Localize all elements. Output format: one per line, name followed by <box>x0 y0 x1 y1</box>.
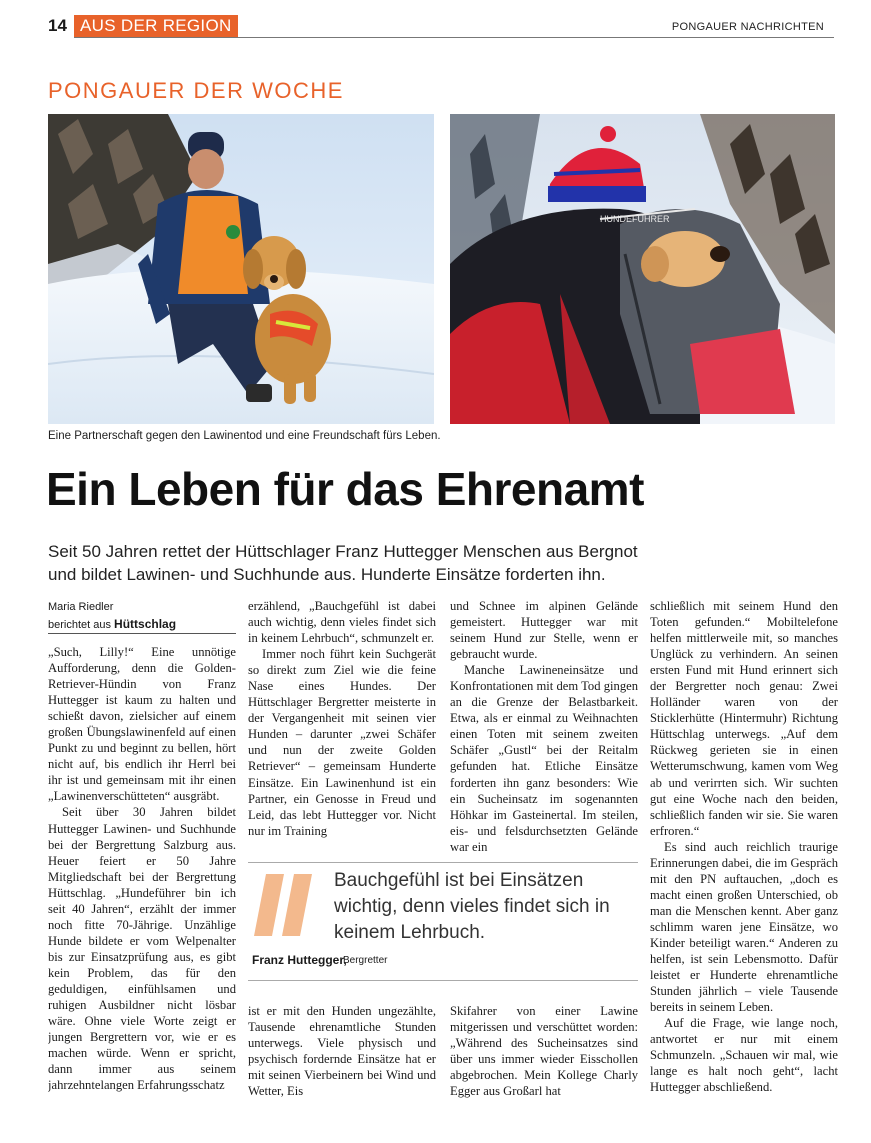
article-column-1 <box>48 644 236 1104</box>
quote-mark-icon <box>252 872 322 942</box>
publication-name: PONGAUER NACHRICHTEN <box>671 21 824 33</box>
lead-paragraph: Seit 50 Jahren rettet der Hüttschlager Franz Huttegger Menschen aus Bergnot und bildet Lawinen- und Suchhunde aus. Hunderte Einsätze forderten ihn. <box>48 542 638 584</box>
article-column-4 <box>650 598 838 1103</box>
photo-dog-in-backpack <box>450 114 835 424</box>
byline-divider <box>48 633 236 634</box>
paragraph: Manche Lawineneinsätze und Konfrontationen mit dem Tod gingen an die Grenze der Belastbarkeit. Etwa, als er einmal zu Weihnachten einen Toten mit seinem zweiten Schäfer „Gustl“ bei der Reitalm gefunden hat. Etliche Einsätze forderten ihn ganz besonders: Wie ein Sucheinsatz im sogenannten Höhkar im Gasteinertal. Im steilen, eis- und felsdurchsetzten Gelände war ein <box>450 663 638 854</box>
paragraph: Skifahrer von einer Lawine mitgerissen und verschüttet worden: „Während des Sucheinsatzes sind über uns immer wieder Eisschollen abgebrochen. Mein Kollege Charly Egger aus Großarl hat <box>450 1004 638 1099</box>
paragraph: Immer noch führt kein Suchgerät so direkt zum Ziel wie die feine Nase eines Hundes. Der Hüttschlager Bergretter meisterte in der Vergangenheit mit seinen vier Hunden – darunter „zwei Schäfer und nun der zweite Golden Retriever“ – gemeinsam Hunderte Einsätze. Ein Lawinenhund ist ein Partner, ein Genosse in Freud und Leid, das lebt Huttegger vor. Nicht nur im Training <box>248 647 436 838</box>
paragraph: erzählend, „Bauchgefühl ist dabei auch wichtig, denn vieles findet sich in keinem Lehrbuch“, schmunzelt er. <box>248 599 436 646</box>
article-column-3-bottom <box>450 1003 638 1103</box>
article-column-2-top <box>248 598 436 856</box>
badge-text: HUNDEFÜHRER <box>600 214 670 224</box>
page-number: 14 <box>48 16 67 35</box>
paragraph: „Such, Lilly!“ Eine unnötige Aufforderung, denn die Golden-Retriever-Hündin von Franz Huttegger ist kaum zu halten und schießt davon, zielsicher auf einem großen Übungslawinenfeld auf einen Punkt zu und beginnt zu bellen, hört nicht auf, bis endlich ihr Herrl bei ihr ist und gemeinsam mit ihr einen „Lawinenverschütteten“ ausgräbt. <box>48 645 236 804</box>
paragraph: und Schnee im alpinen Gelände gemeistert. Huttegger war mit seinem Hund zur Stelle, wenn er gebraucht wurde. <box>450 599 638 662</box>
quote-divider-top <box>248 862 638 863</box>
byline-author: Maria Riedler <box>48 601 114 613</box>
pull-quote-author-name: Franz Huttegger, <box>252 953 347 967</box>
pull-quote-text: Bauchgefühl ist bei Einsätzen wichtig, denn vieles findet sich in keinem Lehrbuch. <box>334 870 610 943</box>
byline-prefix: berichtet aus <box>48 619 111 631</box>
photo-rescuer-with-dog <box>48 114 434 424</box>
paragraph: Seit über 30 Jahren bildet Huttegger Lawinen- und Suchhunde bei der Bergrettung Salzburg aus. Heuer feiert er 50 Jahre Mitgliedschaft bei der Bergrettung Hüttschlag. „Hundeführer bin ich seit 40 Jahren“, erzählt der immer noch fitte 70-Jährige. Unzählige Hunde bildete er vom Welpenalter bis zur Einsatzprüfung aus, es gibt kein Problem, das für den geduldigen, einfühlsamen und ruhigen Ausbildner nicht lösbar wäre. Ohne viele Worte zeigt er jungen Bergrettern vor, wie er es machen würde. Wenn er spricht, dann immer aus seinem jahrzehntelangen Erfahrungsschatz <box>48 805 236 1093</box>
headline: Ein Leben für das Ehrenamt <box>46 463 644 515</box>
kicker: PONGAUER DER WOCHE <box>48 78 344 103</box>
paragraph: schließlich mit seinem Hund den Toten gefunden.“ Mobiltelefone helfen mittlerweile mit, so manches Unglück zu verhindern. An seinen ersten Fund mit Hund erinnert sich der Bergretter noch genau: Zwei Holländer waren von der Sticklerhütte (Hintermuhr) Richtung Hüttschlag unterwegs. „Auf dem Rückweg gerieten sie in einen Wetterumschwung, kamen vom Weg ab und verirrten sich. Wir suchten gut eine Woche nach den beiden, schließlich fanden wir sie. Sie waren erfroren.“ <box>650 599 838 838</box>
quote-divider-bottom <box>248 980 638 981</box>
header-divider <box>74 37 834 38</box>
paragraph: ist er mit den Hunden ungezählte, Tausende ehrenamtliche Stunden unterwegs. Viele physisch und psychisch fordernde Einsätze hat er mit seinen Vierbeinern bei Wind und Wetter, Eis <box>248 1004 436 1099</box>
paragraph: Es sind auch reichlich traurige Erinnerungen dabei, die im Gespräch mit den PN auftauchen, „doch es macht einen großen Unterschied, ob man die Menschen kennt. Aber ganz schlimm waren jene Einsätze, wo Kinder beteiligt waren.“ Anderen zu helfen, ist sein Lebensmotto. Dafür leistet er Hunderte ehrenamtliche Stunden jährlich – viele Tausende bereits in seinem Leben. <box>650 839 838 1015</box>
article-column-3-top <box>450 598 638 856</box>
byline-place: Hüttschlag <box>114 617 177 631</box>
pull-quote-role: Bergretter <box>343 955 388 966</box>
photo-caption: Eine Partnerschaft gegen den Lawinentod und eine Freundschaft fürs Leben. <box>48 430 441 442</box>
pull-quote-author <box>252 953 347 967</box>
section-label: AUS DER REGION <box>74 15 238 37</box>
article-column-2-bottom <box>248 1003 436 1103</box>
paragraph: Auf die Frage, wie lange noch, antwortet er nur mit einem Schmunzeln. „Schauen wir mal, wie lange es halt noch geht“, lacht Huttegger abschließend. <box>650 1016 838 1095</box>
byline-location <box>48 617 176 631</box>
